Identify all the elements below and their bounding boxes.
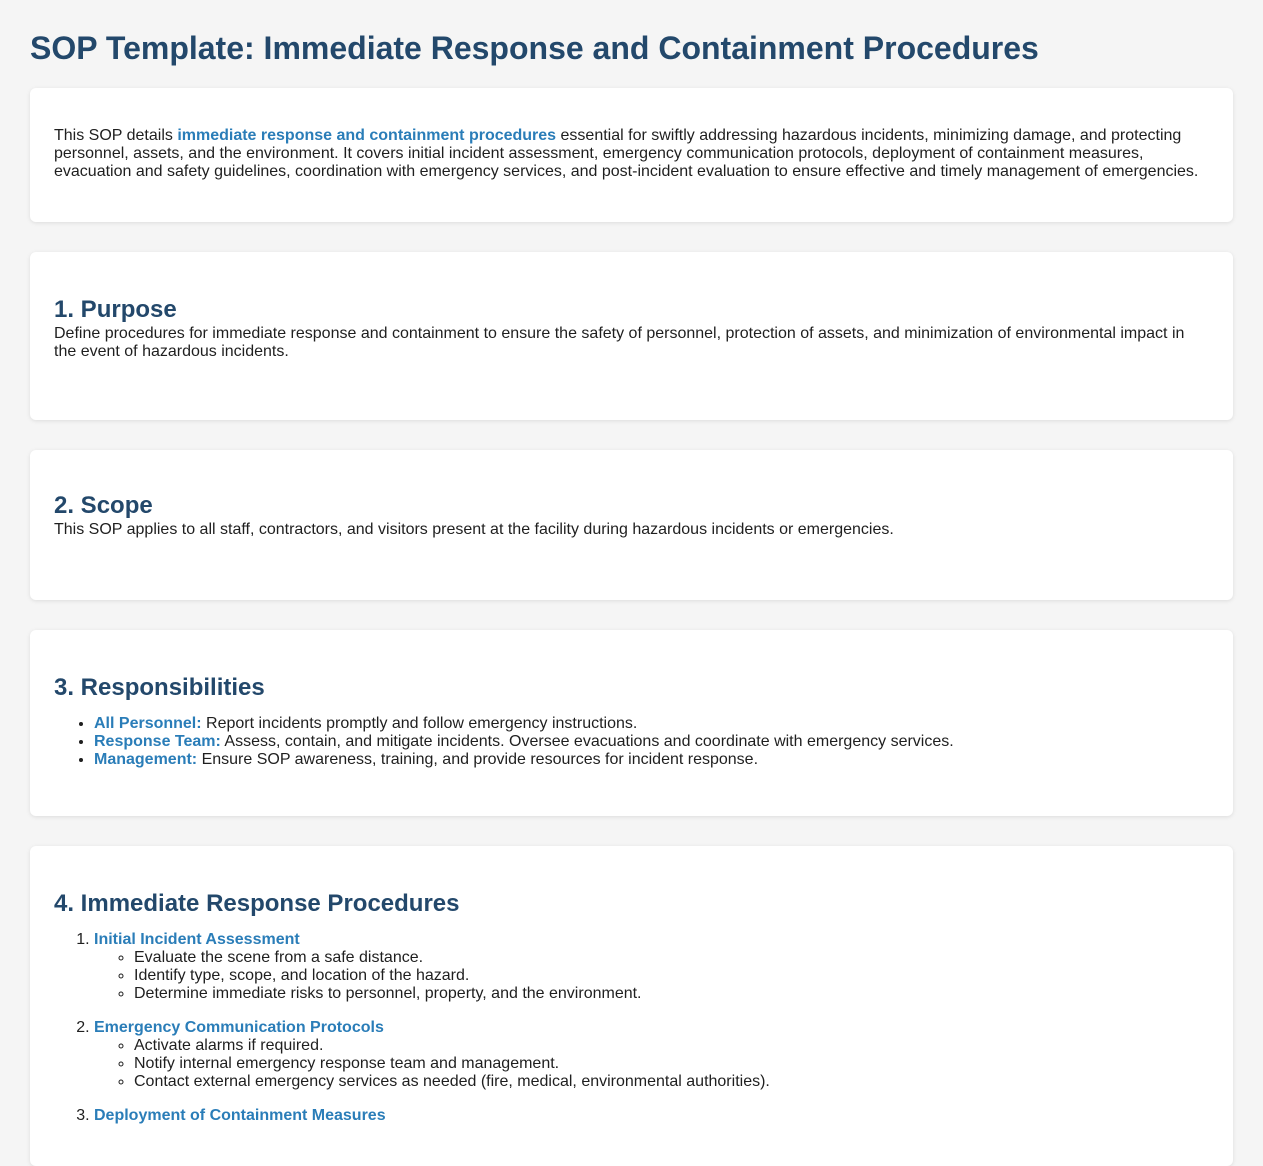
- purpose-section: [30, 252, 1233, 420]
- purpose-heading: 1. Purpose: [54, 296, 177, 323]
- intro-highlight: immediate response and containment procedures: [177, 127, 557, 144]
- scope-body: This SOP applies to all staff, contractors, and visitors present at the facility during hazardous incidents or emergencies.: [54, 521, 894, 538]
- role-text: Assess, contain, and mitigate incidents. Oversee evacuations and coordinate with emergency services.: [220, 733, 954, 750]
- scope-heading: 2. Scope: [54, 492, 153, 519]
- procedure-step: [94, 1107, 1209, 1125]
- list-item: ◦ Notify internal emergency response team and management.: [134, 1055, 1209, 1073]
- list-item: ◦ Contact external emergency services as needed (fire, medical, environmental authorities).: [134, 1073, 1209, 1091]
- role-label: All Personnel:: [94, 715, 202, 732]
- list-item: [94, 751, 1209, 769]
- scope-section: [30, 450, 1233, 600]
- responsibilities-heading: 3. Responsibilities: [54, 674, 265, 701]
- intro-suffix: essential for swiftly addressing hazardous incidents, minimizing damage, and protecting personnel, assets, and the environment. It covers initial incident assessment, emergency communication protocols, deployment of containment measures, evacuation and safety guidelines, coordination with emergency services, and post-incident evaluation to ensure effective and timely management of emergencies.: [54, 127, 1199, 180]
- role-text: Ensure SOP awareness, training, and provide resources for incident response.: [197, 751, 759, 768]
- procedures-section: [30, 846, 1233, 1166]
- procedures-heading: 4. Immediate Response Procedures: [54, 890, 460, 917]
- responsibilities-list: [54, 715, 1209, 769]
- purpose-body: Define procedures for immediate response and containment to ensure the safety of personnel, protection of assets, and minimization of environmental impact in the event of hazardous incidents.: [54, 325, 1185, 360]
- procedure-step: [94, 1019, 1209, 1091]
- step-title: Initial Incident Assessment: [94, 931, 300, 948]
- intro-card: [30, 88, 1233, 222]
- intro-text: [54, 127, 1209, 181]
- step-substeps: [94, 949, 1209, 1003]
- list-item: [94, 733, 1209, 751]
- list-item: ◦ Determine immediate risks to personnel, property, and the environment.: [134, 985, 1209, 1003]
- role-text: Report incidents promptly and follow emergency instructions.: [201, 715, 638, 732]
- procedure-steps: [54, 931, 1209, 1125]
- list-item: ◦ Activate alarms if required.: [134, 1037, 1209, 1055]
- role-label: Management:: [94, 751, 198, 768]
- step-substeps: [94, 1037, 1209, 1091]
- step-title: Emergency Communication Protocols: [94, 1019, 384, 1036]
- list-item: [94, 715, 1209, 733]
- page-title: SOP Template: Immediate Response and Containment Procedures: [30, 30, 1039, 66]
- intro-prefix: This SOP details: [54, 127, 178, 144]
- step-title: Deployment of Containment Measures: [94, 1107, 386, 1124]
- responsibilities-section: [30, 630, 1233, 816]
- procedure-step: [94, 931, 1209, 1003]
- list-item: ◦ Identify type, scope, and location of the hazard.: [134, 967, 1209, 985]
- role-label: Response Team:: [94, 733, 221, 750]
- list-item: ◦ Evaluate the scene from a safe distance.: [134, 949, 1209, 967]
